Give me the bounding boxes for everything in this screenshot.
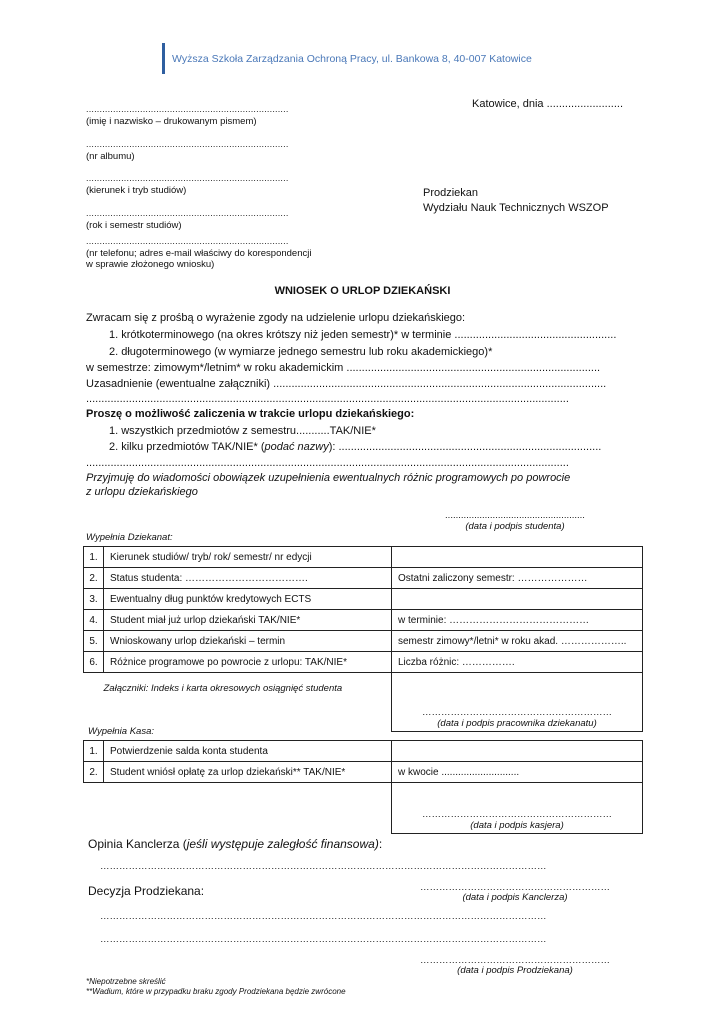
table-row [84,568,643,589]
table-row [84,673,643,732]
table-row [84,652,643,673]
chancellor-signature-dots[interactable]: …………………………………………………… [420,882,610,893]
row-number: 2. [84,762,104,783]
row-value[interactable]: Liczba różnic: ……………. [392,652,643,673]
vice-dean-signature-label: (data i podpis Prodziekana) [457,965,573,976]
place-date-field[interactable]: Katowice, dnia ......................... [472,98,624,110]
dean-office-signature-cell[interactable] [392,673,643,732]
institution-header: Wyższa Szkoła Zarządzania Ochroną Pracy, ul. Bankowa 8, 40-007 Katowice [172,53,532,65]
cashier-signature-label: (data i podpis kasjera) [470,820,564,831]
year-semester-label: (rok i semestr studiów) [86,220,182,231]
row-number: 3. [84,589,104,610]
vice-dean-dotline-2[interactable]: …………………………………………………………………………………………………………………………… [100,934,547,945]
credit-option-some[interactable]: 2. kilku przedmiotów TAK/NIE* (podać nazwy): ...................................................................................... [109,441,602,453]
table-row [84,631,643,652]
table-row [84,610,643,631]
table-row [84,783,643,834]
applicant-name-label: (imię i nazwisko – drukowanym pismem) [86,116,257,127]
vice-dean-heading: Decyzja Prodziekana: [88,884,205,898]
cashier-signature-cell[interactable] [392,783,643,834]
row-label[interactable]: Student wniósł opłatę za urlop dziekański** TAK/NIE* [104,762,392,783]
year-semester-dots[interactable]: ........................................................................... [86,208,289,218]
vice-dean-signature-dots[interactable]: …………………………………………………… [420,955,610,966]
request-intro: Zwracam się z prośbą o wyrażenie zgody na udzielenie urlopu dziekańskiego: [86,312,466,324]
cashier-empty-cell [84,783,392,834]
row-value[interactable]: w terminie: …………………………………… [392,610,643,631]
credit-option-all[interactable]: 1. wszystkich przedmiotów z semestru...........TAK/NIE* [109,425,376,437]
chancellor-heading: Opinia Kanclerza (jeśli występuje zaległość finansowa): [88,837,383,851]
table-row [84,741,643,762]
contact-label-line2: w sprawie złożonego wniosku) [86,259,215,270]
cashier-signature-dots: …………………………………………………… [422,809,612,820]
album-number-dots[interactable]: ........................................................................... [86,139,289,149]
row-value[interactable]: w kwocie ............................ [392,762,643,783]
row-label[interactable]: Student miał już urlop dziekański TAK/NIE* [104,610,392,631]
contact-dots[interactable]: ........................................................................... [86,236,289,246]
table-row [84,589,643,610]
row-value[interactable] [392,589,643,610]
row-value[interactable]: semestr zimowy*/letni* w roku akad. ……………….. [392,631,643,652]
dean-office-table [83,546,643,732]
row-value[interactable] [392,547,643,568]
justification-field[interactable]: Uzasadnienie (ewentualne załączniki) ............................................................................................................. [86,378,607,390]
dean-office-signature-label: (data i podpis pracownika dziekanatu) [437,717,597,729]
row-label[interactable]: Status studenta: ………………………………. [104,568,392,589]
row-label: Kierunek studiów/ tryb/ rok/ semestr/ nr edycji [104,547,392,568]
row-number: 2. [84,568,104,589]
row-number: 6. [84,652,104,673]
justification-dotline[interactable]: .............................................................................................................................................................. [86,393,569,405]
attachments-note: Załączniki: Indeks i karta okresowych osiągnięć studenta [103,683,343,694]
row-label: Ewentualny dług punktów kredytowych ECTS [104,589,392,610]
row-number: 4. [84,610,104,631]
footnote-1: *Niepotrzebne skreślić [86,977,166,986]
student-signature-label: (data i podpis studenta) [465,521,565,532]
chancellor-signature-label: (data i podpis Kanclerza) [462,892,568,903]
semester-choice[interactable]: w semestrze: zimowym*/letnim* w roku akademickim ................................................................................... [86,362,601,374]
row-number: 1. [84,547,104,568]
row-label[interactable]: Różnice programowe po powrocie z urlopu: TAK/NIE* [104,652,392,673]
acknowledgement-line2: z urlopu dziekańskiego [86,486,198,498]
row-value[interactable] [392,741,643,762]
header-accent-bar [162,43,165,74]
cashier-table [83,740,643,834]
credit-heading: Proszę o możliwość zaliczenia w trakcie urlopu dziekańskiego: [86,408,415,420]
recipient-faculty: Wydziału Nauk Technicznych WSZOP [423,202,609,214]
chancellor-opinion-dotline[interactable]: …………………………………………………………………………………………………………………………… [100,861,547,872]
acknowledgement-line1: Przyjmuję do wiadomości obowiązek uzupełnienia ewentualnych różnic programowych po powrocie [86,472,571,484]
recipient-title: Prodziekan [423,187,479,199]
row-number: 5. [84,631,104,652]
row-label: Wnioskowany urlop dziekański – termin [104,631,392,652]
form-title: WNIOSEK O URLOP DZIEKAŃSKI [274,285,451,297]
applicant-name-dots[interactable]: ........................................................................... [86,104,289,114]
cashier-heading: Wypełnia Kasa: [88,726,155,737]
field-of-study-label: (kierunek i tryb studiów) [86,185,187,196]
row-value[interactable]: Ostatni zaliczony semestr: ………………… [392,568,643,589]
credit-dotline[interactable]: .............................................................................................................................................................. [86,457,569,469]
row-number: 1. [84,741,104,762]
option-short-term[interactable]: 1. krótkoterminowego (na okres krótszy niż jeden semestr)* w terminie ..................................................... [109,329,617,341]
row-label: Potwierdzenie salda konta studenta [104,741,392,762]
field-of-study-dots[interactable]: ........................................................................... [86,173,289,183]
table-row [84,547,643,568]
footnote-2: **Wadium, które w przypadku braku zgody Prodziekana będzie zwrócone [86,987,346,996]
vice-dean-dotline-1[interactable]: …………………………………………………………………………………………………………………………… [100,911,547,922]
album-number-label: (nr albumu) [86,151,135,162]
dean-office-signature-dots: …………………………………………………… [422,706,612,718]
option-long-term[interactable]: 2. długoterminowego (w wymiarze jednego semestru lub roku akademickiego)* [109,346,493,358]
table-row [84,762,643,783]
contact-label-line1: (nr telefonu; adres e-mail właściwy do korespondencji [86,248,312,259]
dean-office-heading: Wypełnia Dziekanat: [86,532,173,543]
student-signature-dots[interactable]: ..................................................... [445,510,585,521]
